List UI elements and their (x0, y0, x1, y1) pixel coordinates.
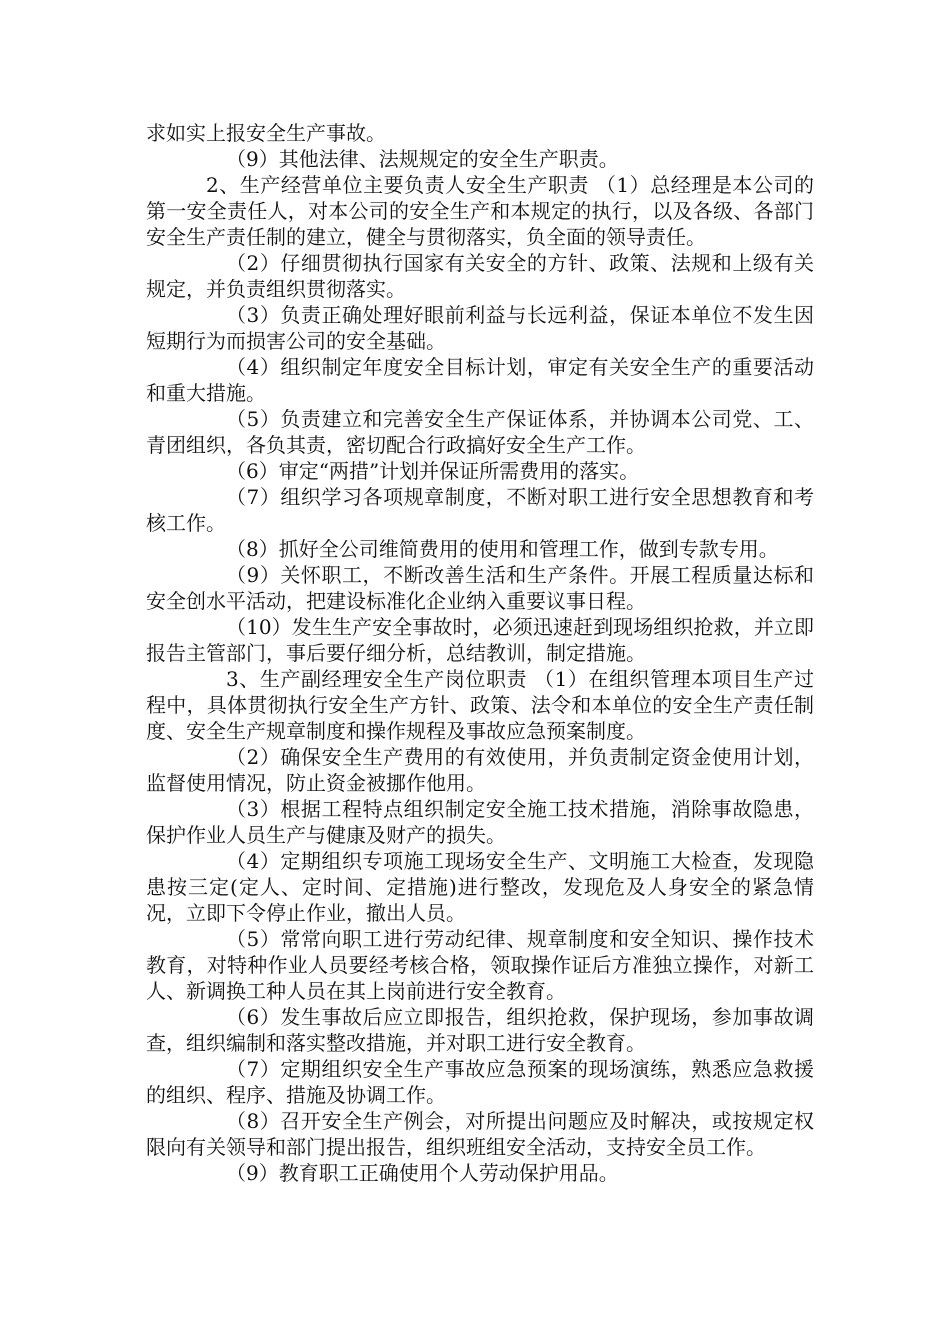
paragraph: （9）关怀职工，不断改善生活和生产条件。开展工程质量达标和安全创水平活动，把建设标准化企业纳入重要议事日程。 (146, 563, 814, 613)
paragraph: （7）定期组织安全生产事故应急预案的现场演练，熟悉应急救援的组织、程序、措施及协调工作。 (146, 1057, 814, 1107)
paragraph: （6）发生事故后应立即报告，组织抢救，保护现场，参加事故调查，组织编制和落实整改措施，并对职工进行安全教育。 (146, 1005, 814, 1055)
paragraph: （5）负责建立和完善安全生产保证体系，并协调本公司党、工、青团组织，各负其责，密切配合行政搞好安全生产工作。 (146, 407, 814, 457)
paragraph: 求如实上报安全生产事故。 (146, 121, 386, 145)
paragraph: 3、生产副经理安全生产岗位职责 （1）在组织管理本项目生产过程中，具体贯彻执行安全生产方针、政策、法令和本单位的安全生产责任制度、安全生产规章制度和操作规程及事故应急预案制度。 (146, 667, 814, 743)
paragraph: （7）组织学习各项规章制度，不断对职工进行安全思想教育和考核工作。 (146, 485, 814, 535)
paragraph: （4）定期组织专项施工现场安全生产、文明施工大检查，发现隐患按三定(定人、定时间、定措施)进行整改，发现危及人身安全的紧急情况，立即下令停止作业，撤出人员。 (146, 849, 814, 925)
paragraph: （2）仔细贯彻执行国家有关安全的方针、政策、法规和上级有关规定，并负责组织贯彻落实。 (146, 251, 814, 301)
paragraph: （2）确保安全生产费用的有效使用，并负责制定资金使用计划，监督使用情况，防止资金被挪作他用。 (146, 745, 814, 795)
paragraph: （6）审定“两措”计划并保证所需费用的落实。 (226, 459, 640, 483)
paragraph: （9）其他法律、法规规定的安全生产职责。 (226, 147, 619, 171)
paragraph: （9）教育职工正确使用个人劳动保护用品。 (226, 1161, 619, 1185)
document-body (146, 120, 814, 1186)
paragraph: 2、生产经营单位主要负责人安全生产职责 （1）总经理是本公司的第一安全责任人，对本公司的安全生产和本规定的执行，以及各级、各部门安全生产责任制的建立，健全与贯彻落实，负全面的领导责任。 (146, 173, 814, 249)
paragraph: （10）发生生产安全事故时，必须迅速赶到现场组织抢救，并立即报告主管部门，事后要仔细分析，总结教训，制定措施。 (146, 615, 814, 665)
paragraph: （5）常常向职工进行劳动纪律、规章制度和安全知识、操作技术教育，对特种作业人员要经考核合格，领取操作证后方准独立操作，对新工人、新调换工种人员在其上岗前进行安全教育。 (146, 927, 814, 1003)
paragraph: （3）根据工程特点组织制定安全施工技术措施，消除事故隐患，保护作业人员生产与健康及财产的损失。 (146, 797, 814, 847)
paragraph: （8）抓好全公司维简费用的使用和管理工作，做到专款专用。 (226, 537, 779, 561)
paragraph: （3）负责正确处理好眼前利益与长远利益，保证本单位不发生因短期行为而损害公司的安全基础。 (146, 303, 814, 353)
paragraph: （8）召开安全生产例会，对所提出问题应及时解决，或按规定权限向有关领导和部门提出报告，组织班组安全活动，支持安全员工作。 (146, 1109, 814, 1159)
paragraph: （4）组织制定年度安全目标计划，审定有关安全生产的重要活动和重大措施。 (146, 355, 814, 405)
